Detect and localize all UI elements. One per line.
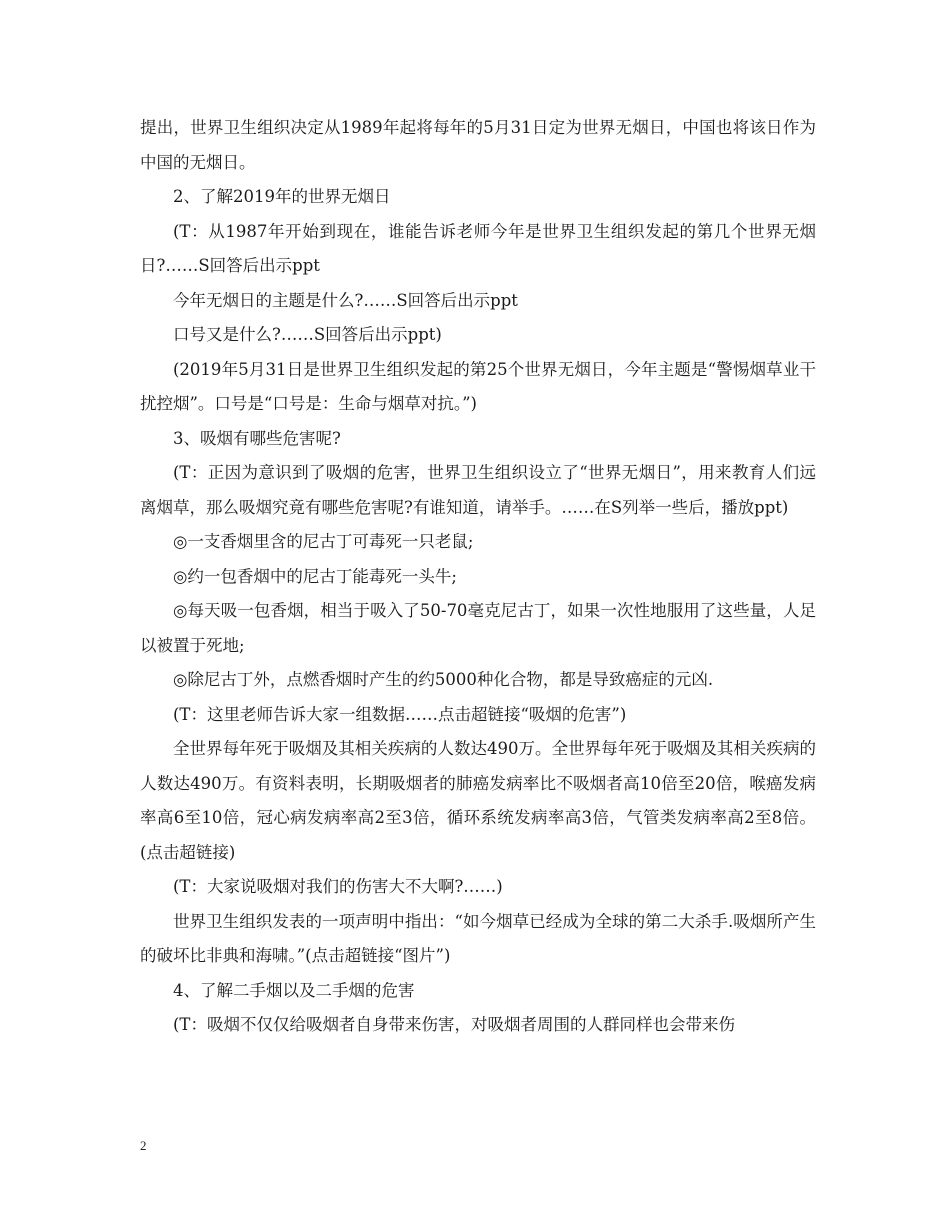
- paragraph-15: (T：大家说吸烟对我们的伤害大不大啊?……): [173, 877, 503, 896]
- paragraph-6: (2019年5月31日是世界卫生组织发起的第25个世界无烟日，今年主题是“警惕烟草业干扰控烟”。口号是“口号是：生命与烟草对抗。”): [140, 359, 816, 413]
- bullet-item-3: ◎每天吸一包香烟，相当于吸入了50-70毫克尼古丁，如果一次性地服用了这些量，人足以被置于死地;: [140, 601, 816, 655]
- section-heading-4: 4、了解二手烟以及二手烟的危害: [173, 980, 415, 1000]
- paragraph-5: 口号又是什么?……S回答后出示ppt): [173, 325, 442, 344]
- paragraph-3: (T：从1987年开始到现在，谁能告诉老师今年是世界卫生组织发起的第几个世界无烟日?……S回答后出示ppt: [140, 221, 816, 275]
- paragraph-1: 提出，世界卫生组织决定从1989年起将每年的5月31日定为世界无烟日，中国也将该日作为中国的无烟日。: [140, 118, 816, 172]
- paragraph-8: (T：正因为意识到了吸烟的危害，世界卫生组织设立了“世界无烟日”，用来教育人们远离烟草，那么吸烟究竟有哪些危害呢?有谁知道，请举手。……在S列举一些后，播放ppt): [140, 463, 816, 517]
- section-heading-3: 3、吸烟有哪些危害呢?: [173, 428, 341, 448]
- paragraph-18: (T：吸烟不仅仅给吸烟者自身带来伤害，对吸烟者周围的人群同样也会带来伤: [173, 1015, 735, 1034]
- document-body: [140, 111, 816, 1043]
- section-heading-2: 2、了解2019年的世界无烟日: [173, 187, 391, 206]
- bullet-item-2: ◎约一包香烟中的尼古丁能毒死一头牛;: [173, 566, 457, 586]
- paragraph-13: (T：这里老师告诉大家一组数据……点击超链接“吸烟的危害”): [173, 704, 627, 724]
- paragraph-4: 今年无烟日的主题是什么?……S回答后出示ppt: [173, 290, 518, 310]
- bullet-item-4: ◎除尼古丁外，点燃香烟时产生的约5000种化合物，都是导致癌症的元凶.: [173, 670, 714, 689]
- bullet-item-1: ◎一支香烟里含的尼古丁可毒死一只老鼠;: [173, 532, 474, 551]
- page-number: 2: [140, 1138, 147, 1153]
- paragraph-14: 全世界每年死于吸烟及其相关疾病的人数达490万。全世界每年死于吸烟及其相关疾病的人数达490万。有资料表明，长期吸烟者的肺癌发病率比不吸烟者高10倍至20倍，喉癌发病率高6至10倍，冠心病发病率高2至3倍，循环系统发病率高3倍，气管类发病率高2至8倍。(点击超链接): [140, 739, 816, 862]
- paragraph-16: 世界卫生组织发表的一项声明中指出：“如今烟草已经成为全球的第二大杀手.吸烟所产生的破坏比非典和海啸。”(点击超链接“图片”): [140, 911, 816, 965]
